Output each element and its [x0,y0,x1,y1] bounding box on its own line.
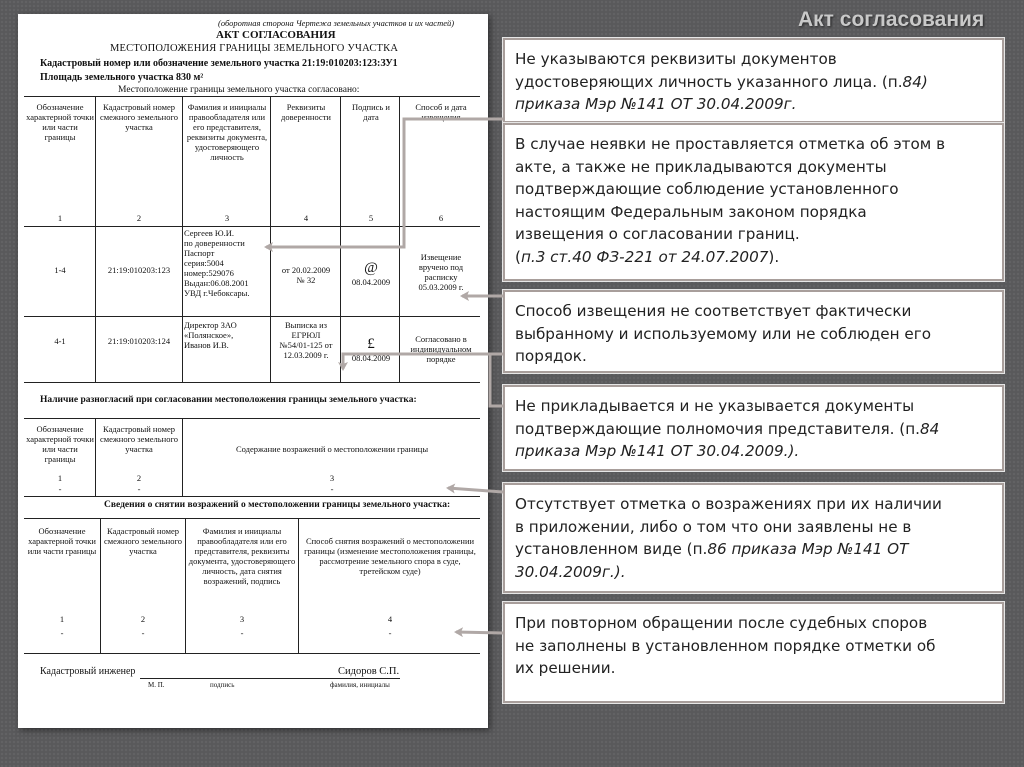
callout-text: 84 [919,419,940,438]
owner-line: серия:5004 [184,258,224,268]
slide-title: Акт согласования [798,8,985,31]
row-cadastral: 21:19:010203:123 [107,265,171,275]
column-number: 5 [368,213,374,223]
table-header: Фамилия и инициалы правообладателя или его представителя, реквизиты документа, удостоверяющего личность [186,102,268,162]
callout-text: Отсутствует отметка о возражениях при их наличии [515,495,942,513]
owner-line: Паспорт [184,248,215,258]
callout-text: 84) [902,72,928,91]
table-header: Способ и дата извещения [415,102,467,122]
callout-text: порядок. [515,347,587,365]
column-number: 4 [387,614,393,624]
proxy-line: Выписка из [284,320,328,330]
owner-line: Выдан:06.08.2001 [184,278,249,288]
callout-text: При повторном обращении после судебных споров [515,614,928,632]
column-number: 3 [239,614,245,624]
table-header: Кадастровый номер смежного земельного участка [100,424,178,454]
notice-line: Согласовано в [415,334,467,344]
document-subtitle: МЕСТОПОЛОЖЕНИЯ ГРАНИЦЫ ЗЕМЕЛЬНОГО УЧАСТКА [110,43,399,54]
notice-line: Извещение [420,252,462,262]
disagreement-title: Наличие разногласий при согласовании местоположения границы земельного участка: [40,395,417,405]
callout-text: ( [515,247,521,266]
proxy-line: ЕГРЮЛ [291,330,321,340]
column-number: 1 [59,614,65,624]
row-point: 1-4 [54,265,66,275]
callout-text: извещения о согласовании границ. [515,225,800,243]
empty-cell: - [141,628,145,638]
callout-text: 30.04.2009г.). [515,562,626,581]
removal-title: Сведения о снятии возражений о местоположении границы земельного участка: [104,500,451,510]
arrow-to-owner-cell [266,119,503,247]
owner-line: Сергеев Ю.И. [184,228,234,238]
callout-text: настоящим Федеральным законом порядка [515,202,867,221]
document-title: АКТ СОГЛАСОВАНИЯ [216,29,336,41]
engineer-label: Кадастровый инженер [40,666,136,677]
owner-line: УВД г.Чебоксары. [184,288,250,298]
notice-line: расписку [424,272,458,282]
arrow-to-disagreements [448,488,503,492]
column-number: 3 [329,473,335,483]
callout-text: Не прикладывается и не указывается документы [515,397,915,415]
table-header: Содержание возражений о местоположении границы [235,444,429,454]
area-line: Площадь земельного участка 830 м² [40,72,204,83]
table-header: Обозначение характерной точки или части границы [27,526,97,556]
proxy-line: №54/01-125 от [279,340,333,350]
table-header: Подпись и дата [352,102,390,122]
notice-line: индивидуальном [410,344,472,354]
empty-cell: - [58,484,62,494]
callout-text: Не указываются реквизиты документов [515,50,837,68]
callout-text: выбранному и используемому или не соблюден его [515,324,932,343]
callout-text: установленном виде (п. [515,540,708,558]
callout-text: ). [768,247,780,266]
table-header: Обозначение характерной точки или части границы [26,424,94,464]
signature-mark: @ [364,260,378,276]
table-header: Способ снятия возражений о местоположении границы (изменение местоположения границы, рассмотрение земельного спора в суде, третейском суде) [304,536,476,576]
cadastral-number-line: Кадастровый номер или обозначение земельного участка 21:19:010203:123:ЗУ1 [40,58,398,69]
callout-text: подтверждающие соблюдение установленного [515,180,899,198]
column-number: 1 [57,213,63,223]
proxy-line: № 32 [296,275,316,285]
caption-sign: подпись [210,681,235,689]
row-cadastral: 21:19:010203:124 [107,336,171,346]
signature-mark: £ [367,336,375,352]
column-number: 2 [136,213,142,223]
empty-cell: - [137,484,141,494]
callout-text: приказа Мэр №141 ОТ 30.04.2009г. [515,95,797,113]
callout-text: В случае неявки не проставляется отметка об этом в [515,135,946,153]
engineer-name: Сидоров С.П. [338,666,400,677]
table-header: Кадастровый номер смежного земельного участка [104,526,182,556]
caption-mp: М. П. [148,681,165,689]
document-subtitle-top: (оборотная сторона Чертежа земельных участков и их частей) [218,18,455,28]
proxy-line: 12.03.2009 г. [283,350,329,360]
notice-line: 05.03.2009 г. [418,282,464,292]
table-header: Кадастровый номер смежного земельного участка [100,102,178,132]
owner-line: «Полянское», [184,330,234,340]
notice-line: вручено под [418,262,464,272]
owner-line: номер:529076 [184,268,234,278]
callout-text: Способ извещения не соответствует фактически [515,302,912,320]
column-number: 6 [438,213,444,223]
column-number: 3 [224,213,230,223]
column-number: 1 [57,473,63,483]
caption-name: фамилия, инициалы [330,681,390,689]
arrow-to-proxy-cell [490,354,503,406]
empty-cell: - [60,628,64,638]
callout-text: приказа Мэр №141 ОТ 30.04.2009.). [515,442,800,460]
callout-text: п.3 ст.40 ФЗ-221 от 24.07.2007 [520,247,769,266]
table-header: Реквизиты доверенности [281,102,331,122]
empty-cell: - [388,628,392,638]
row-point: 4-1 [54,336,66,346]
callout-text: удостоверяющих личность указанного лица. (п. [515,72,903,91]
callout-text: 86 приказа Мэр №141 ОТ [707,540,909,558]
table-header: Обозначение характерной точки или части границы [26,102,94,142]
arrow-to-signature-cell [343,354,503,369]
arrow-to-removal-table [456,632,503,633]
signature-date: 08.04.2009 [351,353,391,363]
proxy-line: от 20.02.2009 [281,265,331,275]
callout-text: акте, а также не прикладываются документы [515,157,887,176]
section-title: Местоположение границы земельного участка согласовано: [118,85,360,95]
empty-cell: - [330,484,334,494]
column-number: 2 [136,473,142,483]
owner-line: Директор ЗАО [184,320,237,330]
callout-text: их решении. [515,659,616,677]
column-number: 4 [303,213,309,223]
owner-line: Иванов И.В. [184,340,229,350]
owner-line: по доверенности [184,238,245,248]
table-header: Фамилия и инициалы правообладателя или его представителя, реквизиты документа, удостоверяющего личность, дата снятия возражений, подпись [188,526,296,586]
callout-text: не заполнены в установленном порядке отметки об [515,636,936,655]
signature-date: 08.04.2009 [351,277,391,287]
empty-cell: - [240,628,244,638]
notice-line: порядке [426,354,456,364]
callout-text: подтверждающие полномочия представителя. (п. [515,419,920,438]
column-number: 2 [140,614,146,624]
callout-text: в приложении, либо о том что они заявлены не в [515,517,912,536]
